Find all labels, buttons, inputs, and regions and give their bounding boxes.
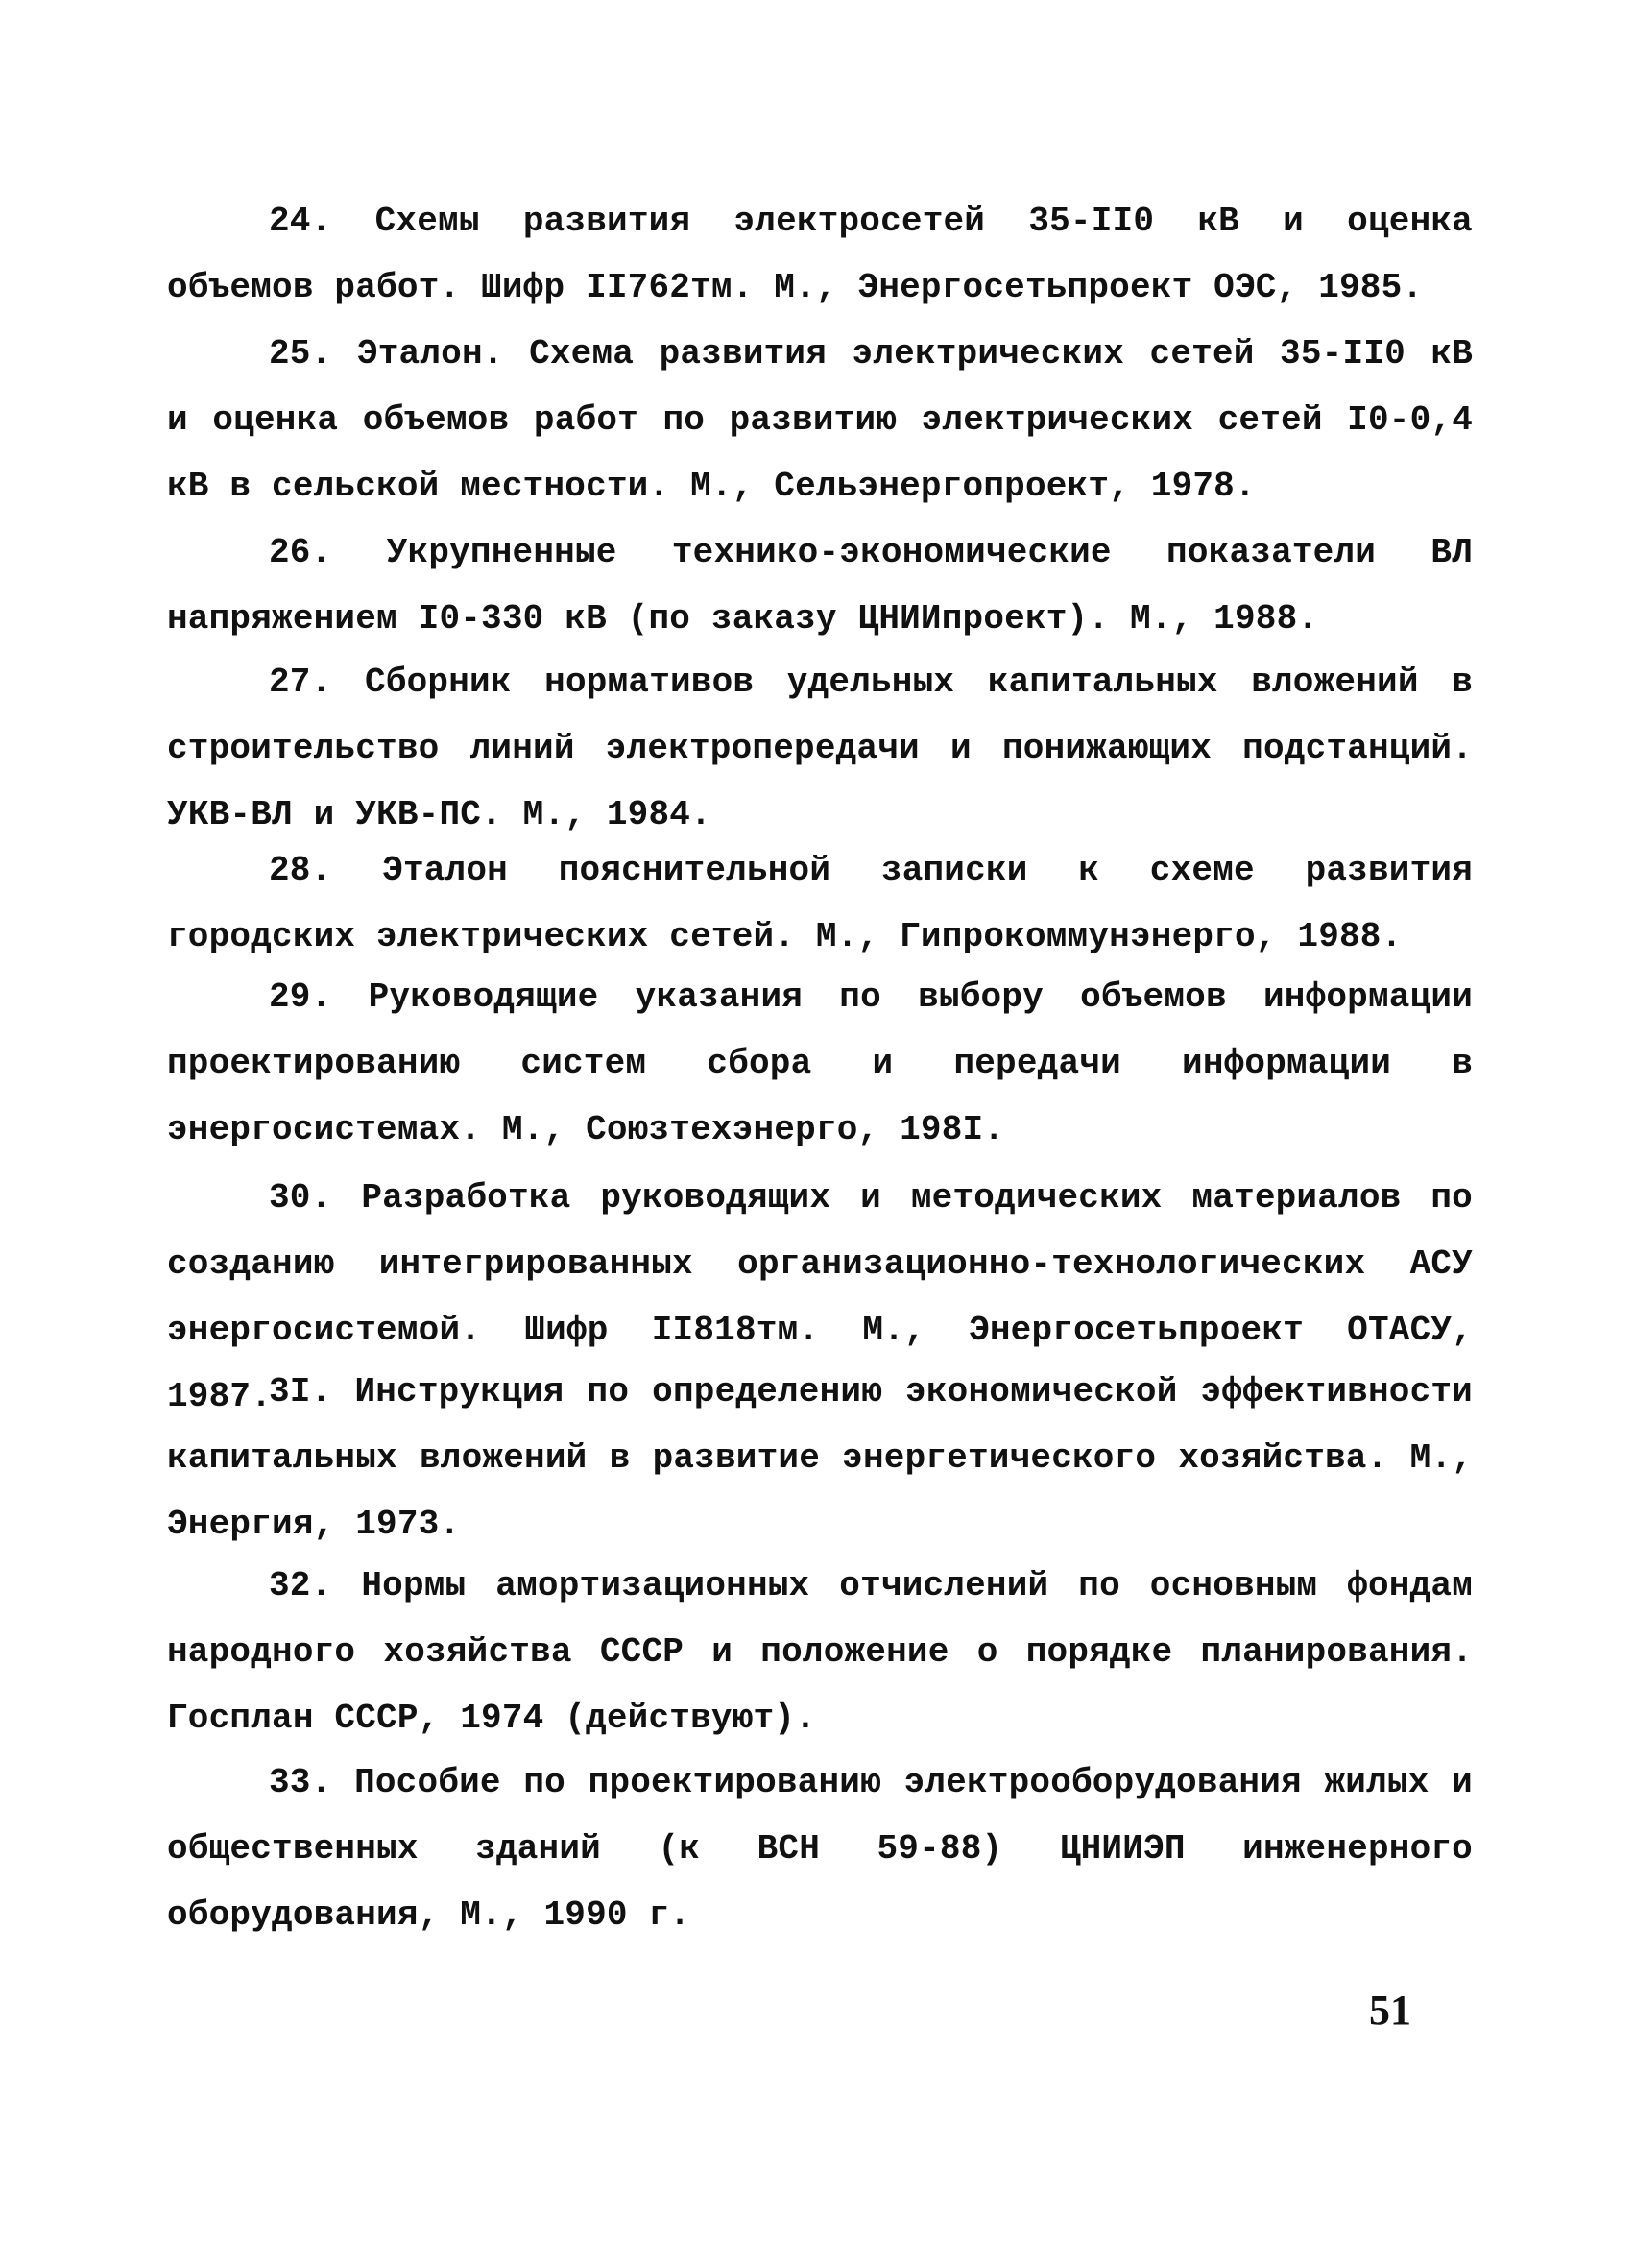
reference-27: 27. Сборник нормативов удельных капитальных вложений в строительство линий электропередачи и понижающих подстанций. УКВ-ВЛ и УКВ-ПС. М., 1984.: [167, 663, 1473, 834]
reference-32: 32. Нормы амортизационных отчислений по основным фондам народного хозяйства СССР и положение о порядке планирования. Госплан СССР, 1974 (действуют).: [167, 1566, 1473, 1738]
reference-30: 30. Разработка руководящих и методических материалов по созданию интегрированных организационно-технологических АСУ энергосистемой. Шифр II818тм. М., Энергосетьпроект ОТАСУ, 1987.: [167, 1178, 1473, 1416]
reference-24: 24. Схемы развития электросетей 35-II0 кВ и оценка объемов работ. Шифр II762тм. М., Энергосетьпроект ОЭС, 1985.: [167, 202, 1473, 307]
reference-33: 33. Пособие по проектированию электрооборудования жилых и общественных зданий (к ВСН 59-88) ЦНИИЭП инженерного оборудования, М., 1990 г.: [167, 1763, 1473, 1935]
reference-28: 28. Эталон пояснительной записки к схеме развития городских электрических сетей. М., Гипрокоммунэнерго, 1988.: [167, 851, 1473, 956]
reference-26: 26. Укрупненные технико-экономические показатели ВЛ напряжением I0-330 кВ (по заказу ЦНИИпроект). М., 1988.: [167, 533, 1473, 639]
reference-25: 25. Эталон. Схема развития электрических сетей 35-II0 кВ и оценка объемов работ по развитию электрических сетей I0-0,4 кВ в сельской местности. М., Сельэнергопроект, 1978.: [167, 334, 1473, 506]
reference-31: 3I. Инструкция по определению экономической эффективности капитальных вложений в развитие энергетического хозяйства. М., Энергия, 1973.: [167, 1372, 1473, 1544]
reference-29: 29. Руководящие указания по выбору объемов информации проектированию систем сбора и передачи информации в энергосистемах. М., Союзтехэнерго, 198I.: [167, 977, 1473, 1149]
page-number: 51: [1369, 1987, 1411, 2034]
